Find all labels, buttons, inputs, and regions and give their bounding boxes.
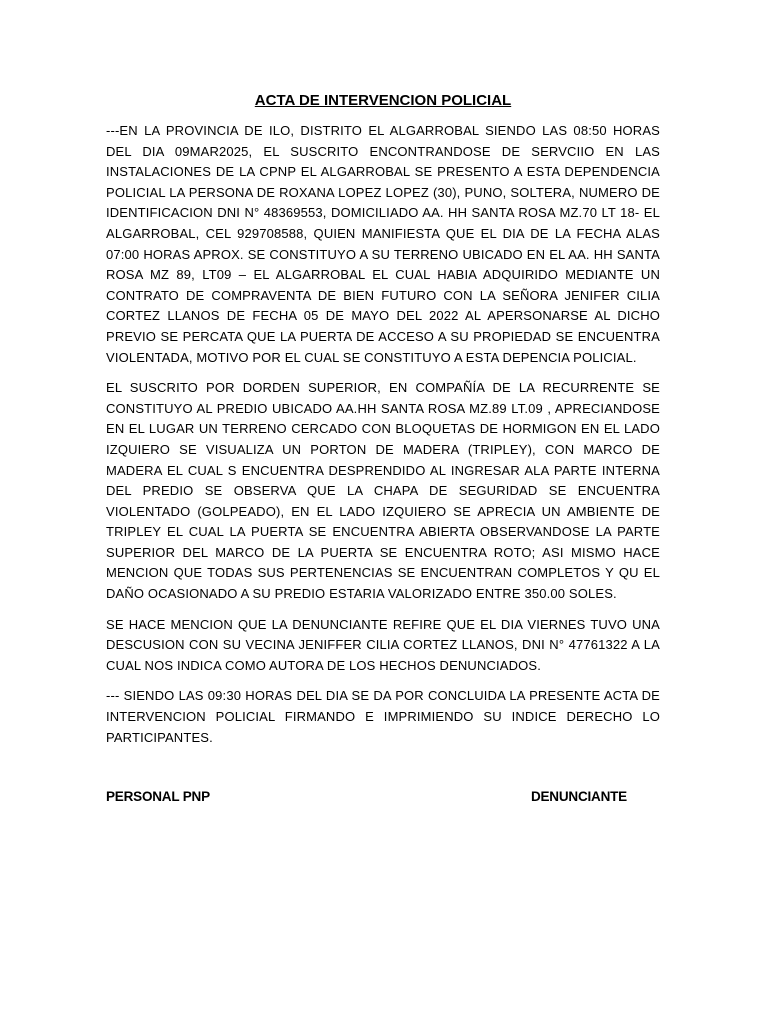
paragraph-2: EL SUSCRITO POR DORDEN SUPERIOR, EN COMPAÑÍA DE LA RECURRENTE SE CONSTITUYO AL PREDIO UBICADO AA.HH SANTA ROSA MZ.89 LT.09 , APRECIANDOSE EN EL LUGAR UN TERRENO CERCADO CON BLOQUETAS DE HORMIGON EN EL LADO IZQUIERO SE VISUALIZA UN PORTON DE MADERA (TRIPLEY), CON MARCO DE MADERA EL CUAL S ENCUENTRA DESPRENDIDO AL INGRESAR ALA PARTE INTERNA DEL PREDIO SE OBSERVA QUE LA CHAPA DE SEGURIDAD SE ENCUENTRA VIOLENTADO (GOLPEADO), EN EL LADO IZQUIERO SE APRECIA UN AMBIENTE DE TRIPLEY EL CUAL LA PUERTA SE ENCUENTRA ABIERTA OBSERVANDOSE LA PARTE SUPERIOR DEL MARCO DE LA PUERTA SE ENCUENTRA ROTO; ASI MISMO HACE MENCION QUE TODAS SUS PERTENENCIAS SE ENCUENTRAN COMPLETOS Y QU EL DAÑO OCASIONADO A SU PREDIO ESTARIA VALORIZADO ENTRE 350.00 SOLES. <box>106 380 660 602</box>
signature-block <box>106 789 627 804</box>
document-page <box>106 92 660 758</box>
signature-personal-pnp: PERSONAL PNP <box>106 789 210 804</box>
document-title: ACTA DE INTERVENCION POLICIAL <box>254 92 512 109</box>
paragraph-1: ---EN LA PROVINCIA DE ILO, DISTRITO EL ALGARROBAL SIENDO LAS 08:50 HORAS DEL DIA 09MAR2025, EL SUSCRITO ENCONTRANDOSE DE SERVCIIO EN LAS INSTALACIONES DE LA CPNP EL ALGARROBAL SE PRESENTO A ESTA DEPENDENCIA POLICIAL LA PERSONA DE ROXANA LOPEZ LOPEZ (30), PUNO, SOLTERA, NUMERO DE IDENTIFICACION DNI N° 48369553, DOMICILIADO AA. HH SANTA ROSA MZ.70 LT 18- EL ALGARROBAL, CEL 929708588, QUIEN MANIFIESTA QUE EL DIA DE LA FECHA ALAS 07:00 HORAS APROX. SE CONSTITUYO A SU TERRENO UBICADO EN EL AA. HH SANTA ROSA MZ 89, LT09 – EL ALGARROBAL EL CUAL HABIA ADQUIRIDO MEDIANTE UN CONTRATO DE COMPRAVENTA DE BIEN FUTURO CON LA SEÑORA JENIFER CILIA CORTEZ LLANOS DE FECHA 05 DE MAYO DEL 2022 AL APERSONARSE AL DICHO PREVIO SE PERCATA QUE LA PUERTA DE ACCESO A SU PROPIEDAD SE ENCUENTRA VIOLENTADA, MOTIVO POR EL CUAL SE CONSTITUYO A ESTA DEPENCIA POLICIAL. <box>106 123 660 365</box>
paragraph-3: SE HACE MENCION QUE LA DENUNCIANTE REFIRE QUE EL DIA VIERNES TUVO UNA DESCUSION CON SU VECINA JENIFFER CILIA CORTEZ LLANOS, DNI N° 47761322 A LA CUAL NOS INDICA COMO AUTORA DE LOS HECHOS DENUNCIADOS. <box>106 616 660 673</box>
signature-denunciante: DENUNCIANTE <box>530 789 627 804</box>
paragraph-4: --- SIENDO LAS 09:30 HORAS DEL DIA SE DA POR CONCLUIDA LA PRESENTE ACTA DE INTERVENCION POLICIAL FIRMANDO E IMPRIMIENDO SU INDICE DERECHO LO PARTICIPANTES. <box>106 688 660 745</box>
